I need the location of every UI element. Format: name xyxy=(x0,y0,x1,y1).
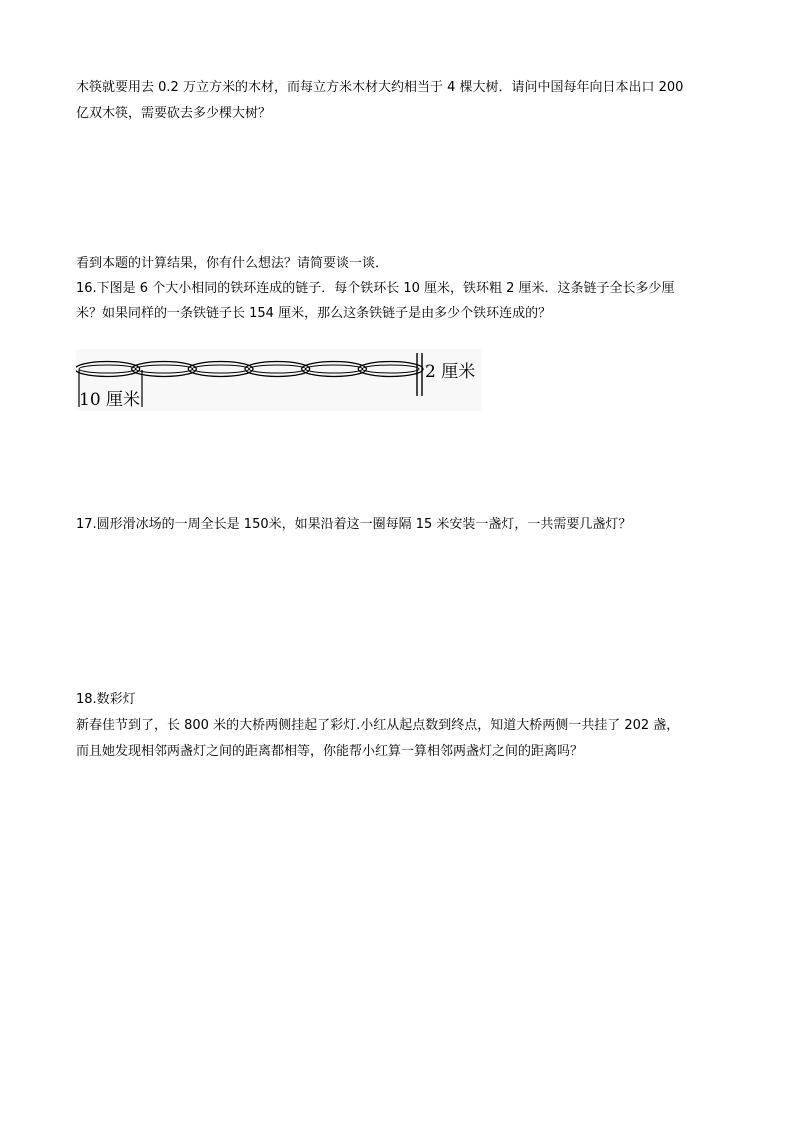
chain-figure xyxy=(76,349,481,411)
length-label: 10 厘米 xyxy=(79,390,141,410)
continuation-line-2: 亿双木筷，需要砍去多少棵大树？ xyxy=(76,106,272,121)
q18-line-1: 新春佳节到了，长 800 米的大桥两侧挂起了彩灯.小红从起点数到终点，知道大桥两侧一共挂了 202 盏， xyxy=(76,718,680,733)
q18-line-2: 而且她发现相邻两盏灯之间的距离都相等，你能帮小红算一算相邻两盏灯之间的距离吗？ xyxy=(76,744,584,759)
continuation-line-3: 看到本题的计算结果，你有什么想法？请简要谈一谈． xyxy=(76,256,389,271)
q17-line-1: 17.圆形滑冰场的一周全长是 150米，如果沿着这一圈每隔 15 米安装一盏灯，一共需要几盏灯？ xyxy=(76,517,632,532)
q18-title: 18.数彩灯 xyxy=(76,692,136,707)
q16-line-1: 16.下图是 6 个大小相同的铁环连成的链子．每个铁环长 10 厘米，铁环粗 2 厘米．这条链子全长多少厘 xyxy=(76,281,675,296)
thickness-label: 2 厘米 xyxy=(425,362,476,382)
q16-line-2: 米？如果同样的一条铁链子长 154 厘米，那么这条铁链子是由多少个铁环连成的？ xyxy=(76,306,552,321)
continuation-line-1: 木筷就要用去 0.2 万立方米的木材，而每立方米木材大约相当于 4 棵大树．请问中国每年向日本出口 200 xyxy=(76,80,684,95)
